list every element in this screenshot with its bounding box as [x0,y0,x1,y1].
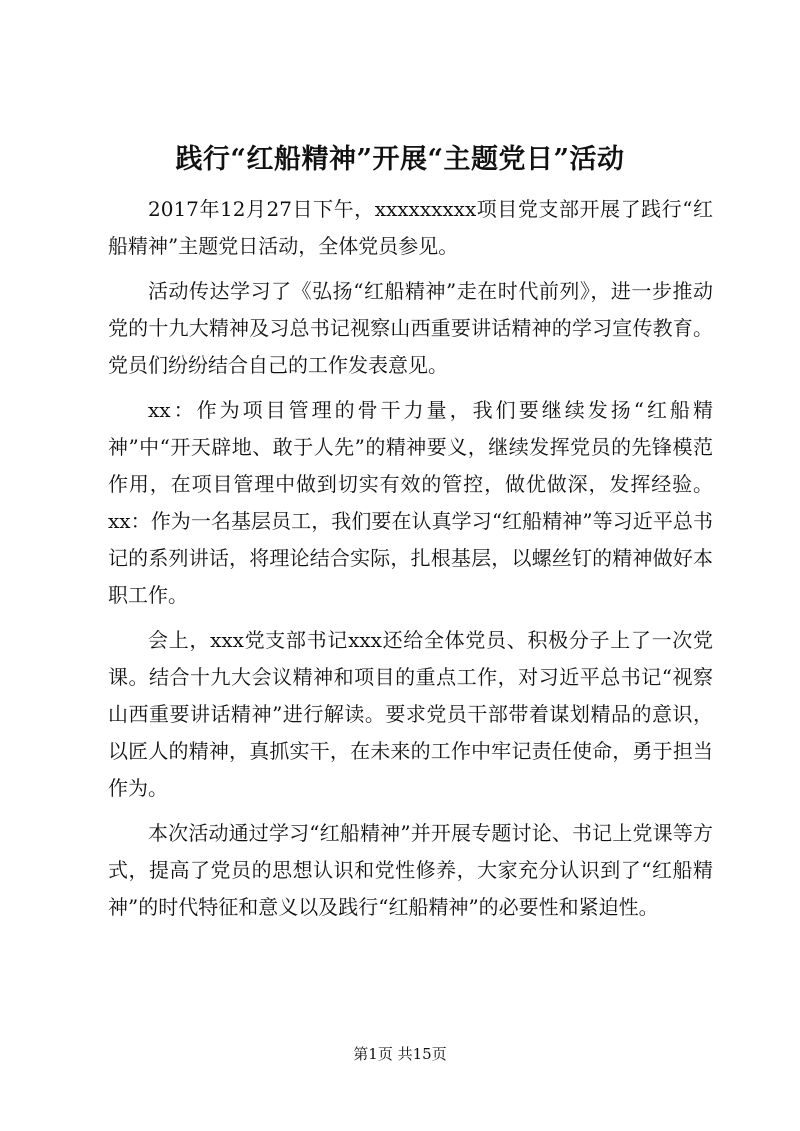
page-number-footer: 第1页 共15页 [353,1045,447,1063]
document-title: 践行“红船精神”开展“主题党日”活动 [175,144,625,175]
paragraph-2: 活动传达学习了《弘扬“红船精神”走在时代前列》，进一步推动党的十九大精神及习总书记视察山西重要讲话精神的学习宣传教育。党员们纷纷结合自己的工作发表意见。 [108,279,713,377]
paragraph-4: 会上，xxx党支部书记xxx还给全体党员、积极分子上了一次党课。结合十九大会议精神和项目的重点工作，对习近平总书记“视察山西重要讲话精神”进行解读。要求党员干部带着谋划精品的意识，以匠人的精神，真抓实干，在未来的工作中牢记责任使命，勇于担当作为。 [108,628,713,800]
paragraph-5: 本次活动通过学习“红船精神”并开展专题讨论、书记上党课等方式，提高了党员的思想认识和党性修养，大家充分认识到了“红船精神”的时代特征和意义以及践行“红船精神”的必要性和紧迫性。 [108,821,713,919]
document-body [108,191,713,934]
paragraph-1: 2017年12月27日下午，xxxxxxxxx项目党支部开展了践行“红船精神”主题党日活动，全体党员参见。 [108,197,713,258]
paragraph-3: xx：作为项目管理的骨干力量，我们要继续发扬“红船精神”中“开天辟地、敢于人先”的精神要义，继续发挥党员的先锋模范作用，在项目管理中做到切实有效的管控，做优做深，发挥经验。xx：作为一名基层员工，我们要在认真学习“红船精神”等习近平总书记的系列讲话，将理论结合实际，扎根基层，以螺丝钉的精神做好本职工作。 [108,398,713,607]
